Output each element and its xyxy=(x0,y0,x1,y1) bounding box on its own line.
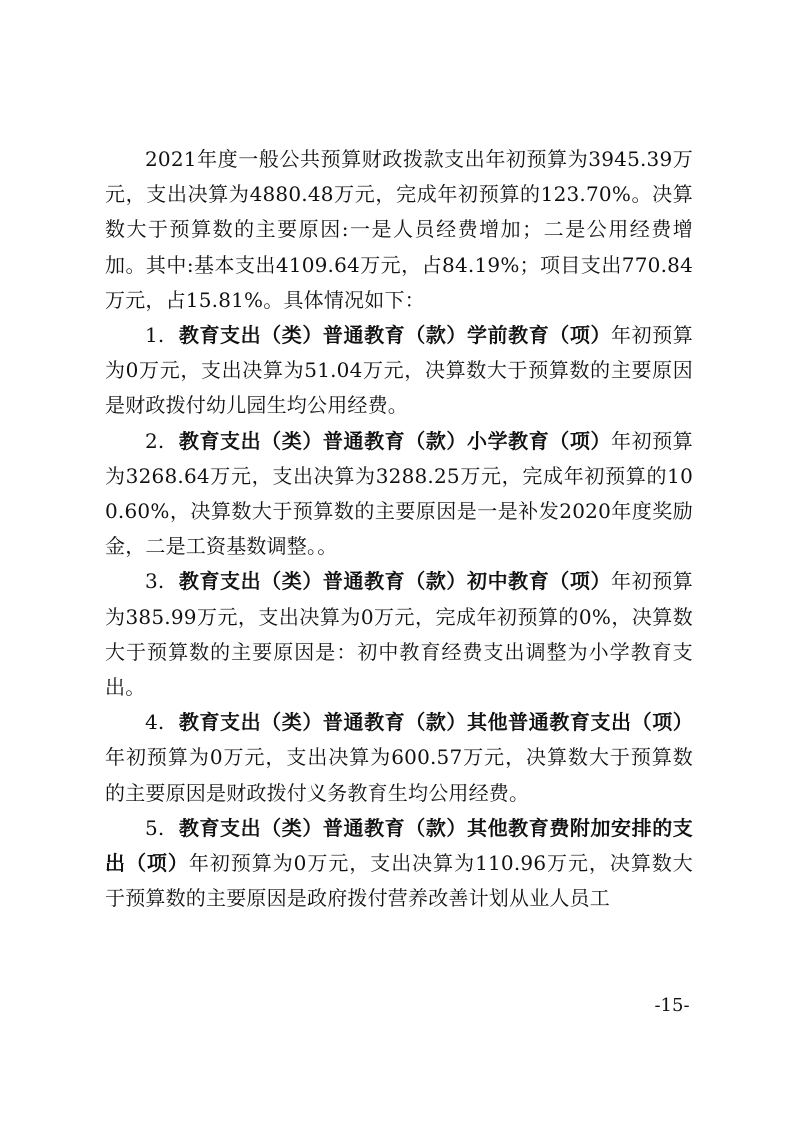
intro-paragraph: 2021年度一般公共预算财政拨款支出年初预算为3945.39万元，支出决算为4880.48万元，完成年初预算的123.70%。决算数大于预算数的主要原因:一是人员经费增加；二是公用经费增加。其中:基本支出4109.64万元，占84.19%；项目支出770.84万元，占15.81%。具体情况如下： xyxy=(105,147,693,312)
item-text: 年初预算为385.99万元，支出决算为0万元，完成年初预算的0%，决算数大于预算数的主要原因是：初中教育经费支出调整为小学教育支出。 xyxy=(105,569,693,700)
page-number: -15- xyxy=(654,995,690,1016)
item-heading: 教育支出（类）普通教育（款）其他教育费附加安排的支出（项） xyxy=(105,815,693,876)
item-number: 4. xyxy=(145,710,165,735)
item-text: 年初预算为0万元，支出决算为110.96万元，决算数大于预算数的主要原因是政府拨付营养改善计划从业人员工 xyxy=(105,851,693,911)
item-number: 2. xyxy=(145,428,165,453)
item-text: 年初预算为3268.64万元，支出决算为3288.25万元，完成年初预算的100.60%，决算数大于预算数的主要原因是一是补发2020年度奖励金，二是工资基数调整。。 xyxy=(105,428,693,559)
item-heading: 教育支出（类）普通教育（款）其他普通教育支出（项） xyxy=(178,710,693,735)
list-item xyxy=(105,424,693,565)
document-body xyxy=(105,142,693,916)
item-text: 年初预算为0万元，支出决算为600.57万元，决算数大于预算数的主要原因是财政拨付义务教育生均公用经费。 xyxy=(105,745,693,805)
item-number: 3. xyxy=(145,569,165,594)
item-heading: 教育支出（类）普通教育（款）初中教育（项） xyxy=(178,569,612,594)
item-text: 年初预算为0万元，支出决算为51.04万元，决算数大于预算数的主要原因是财政拨付幼儿园生均公用经费。 xyxy=(105,323,693,418)
item-heading: 教育支出（类）普通教育（款）学前教育（项） xyxy=(178,323,612,348)
item-heading: 教育支出（类）普通教育（款）小学教育（项） xyxy=(178,428,612,453)
list-item xyxy=(105,811,693,917)
item-number: 1. xyxy=(145,323,165,348)
list-item xyxy=(105,318,693,424)
list-item xyxy=(105,564,693,705)
item-number: 5. xyxy=(145,815,165,840)
list-item xyxy=(105,705,693,811)
